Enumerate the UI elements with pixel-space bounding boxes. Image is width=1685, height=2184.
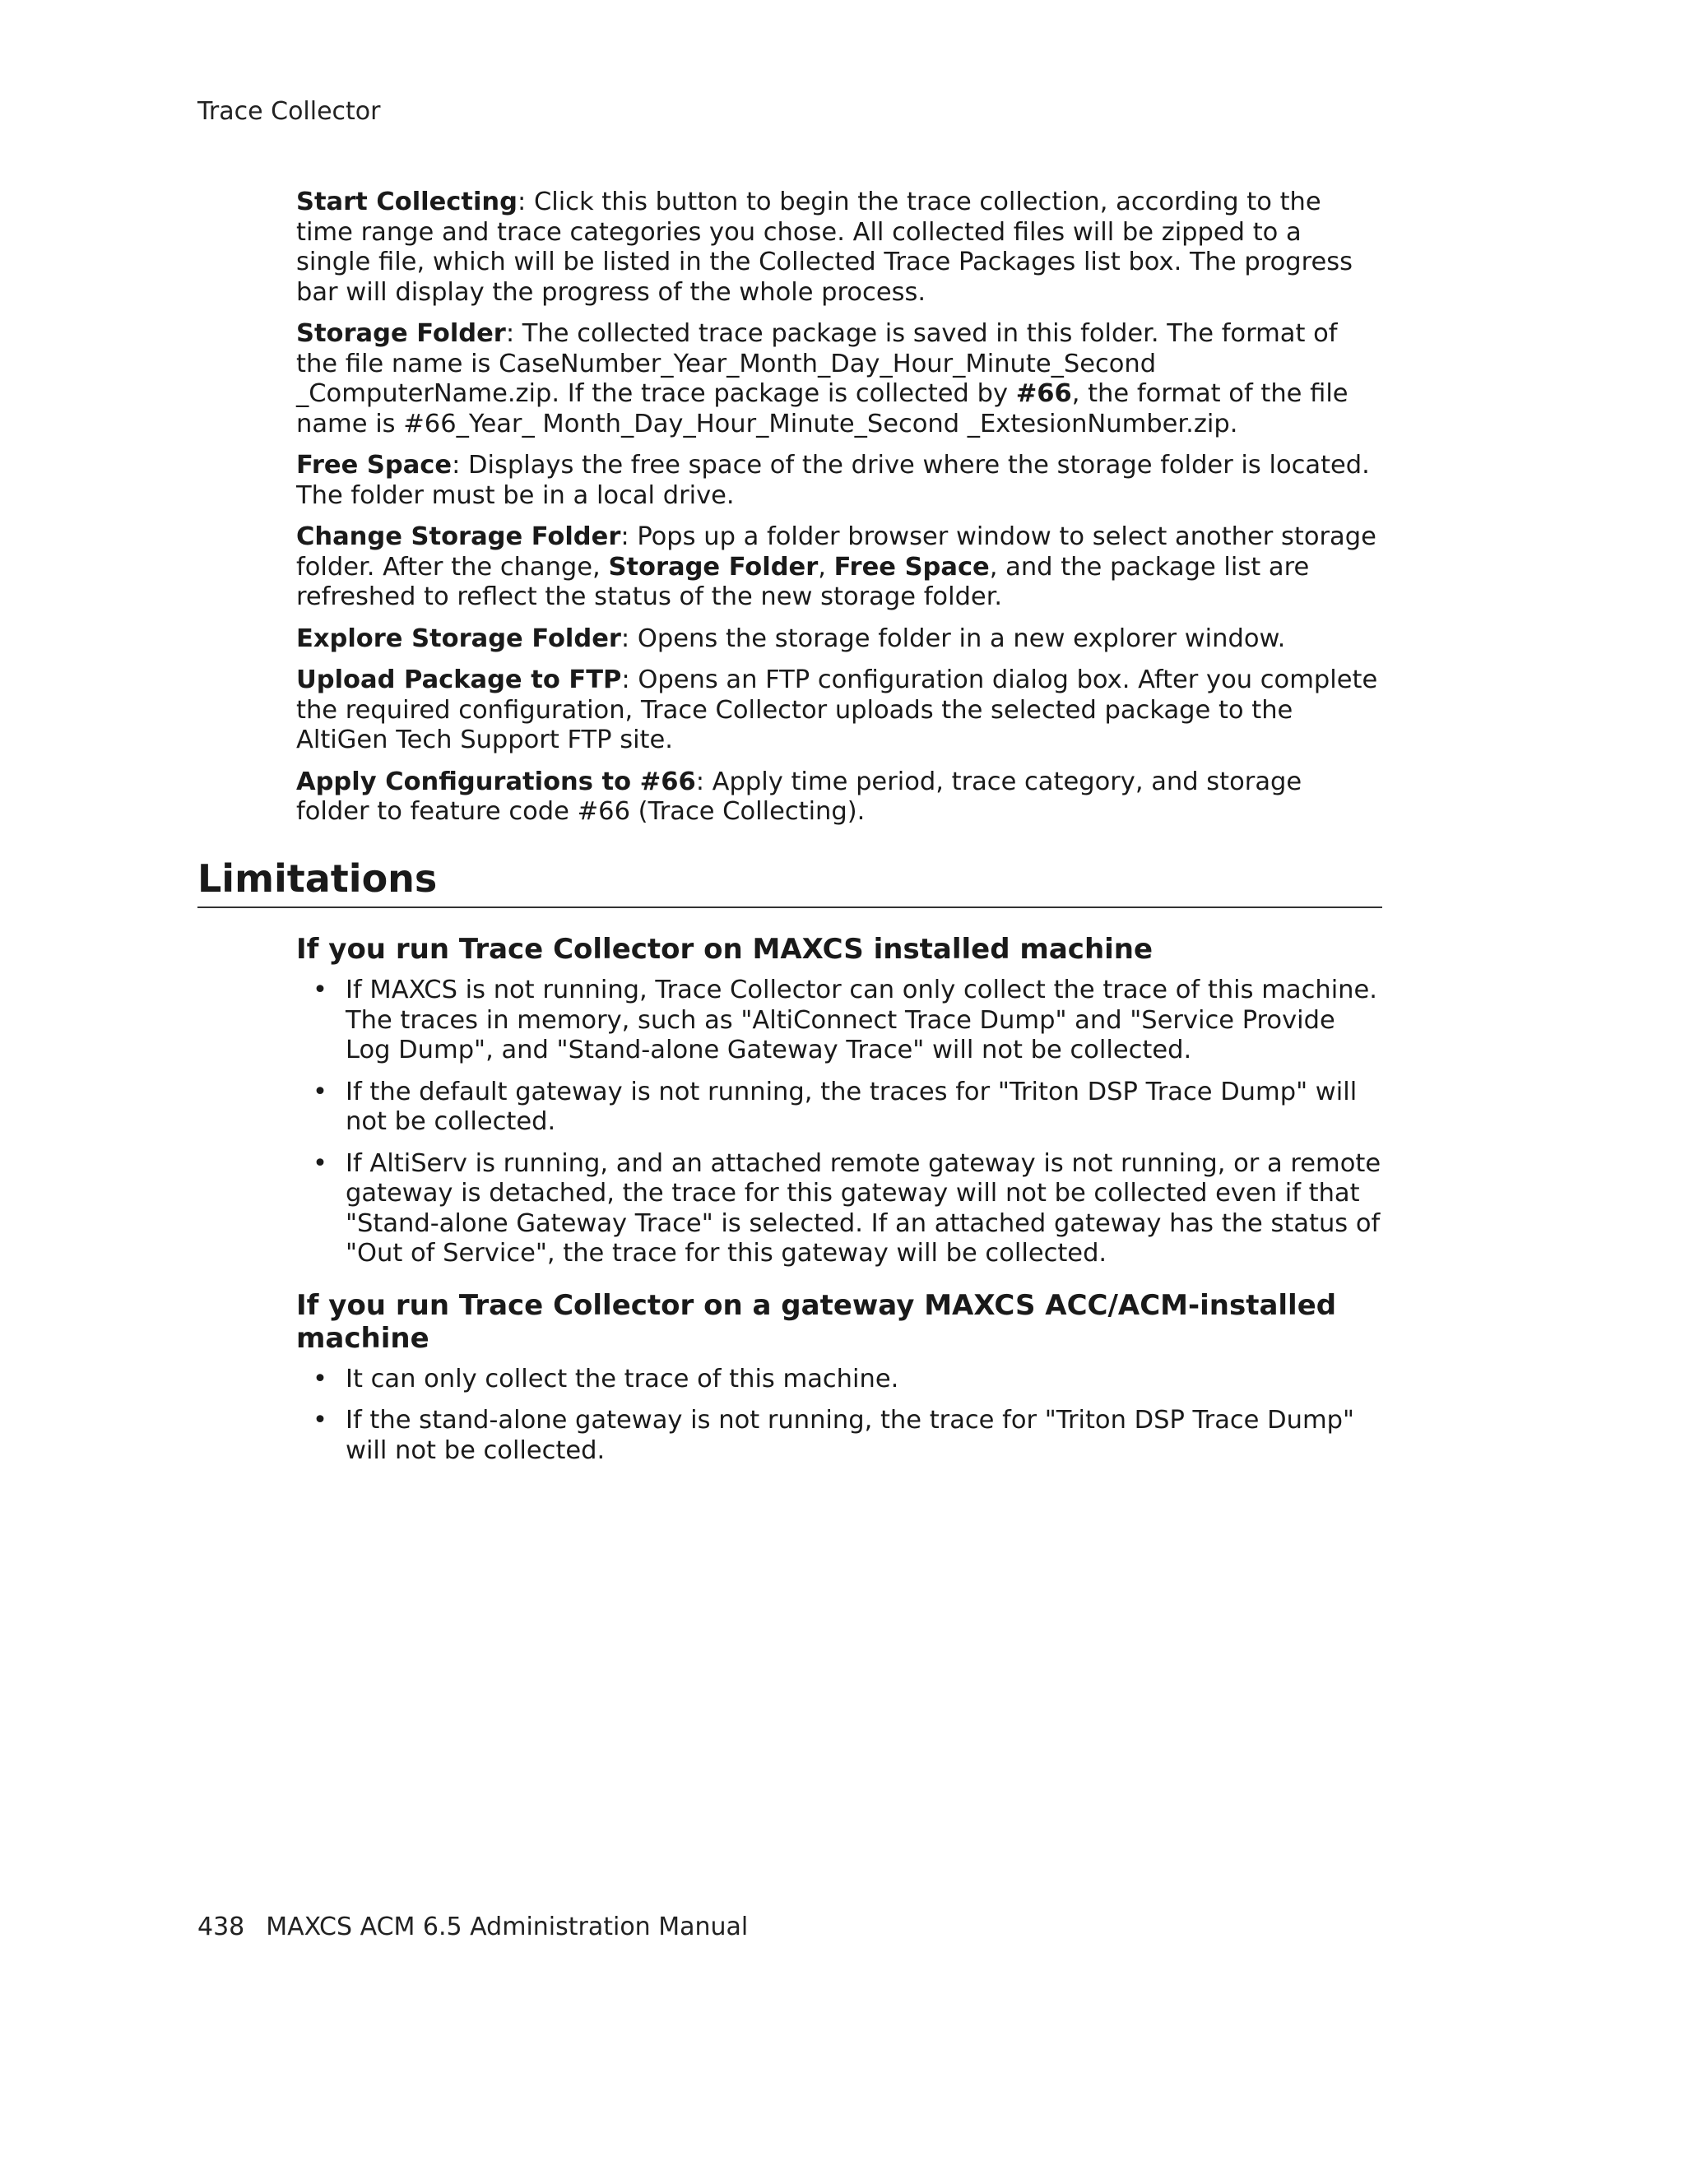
bullet-icon: • [313,1148,327,1178]
limitations-section [197,856,1382,1477]
term: Explore Storage Folder [296,624,621,653]
term: Apply Configurations to #66 [296,767,696,796]
term: Change Storage Folder [296,522,621,551]
inline-bold: Free Space [833,552,990,582]
description: : Apply time period, trace category, and storage folder to feature code #66 (Trace Collecting). [296,767,1302,826]
subsection-maxcs-machine [296,933,1382,1466]
list-item-text: It can only collect the trace of this machine. [346,1364,899,1393]
description: : Displays the free space of the drive where the storage folder is located. The folder must be in a local drive. [296,451,1370,510]
term: Start Collecting [296,188,518,216]
running-header: Trace Collector [197,97,381,126]
description-cont: , the format of the file name is #66_Year_ Month_Day_Hour_Minute_Second _ExtesionNumber.zip. [296,379,1348,438]
list-item-text: If the stand-alone gateway is not running, the trace for "Triton DSP Trace Dump" will not be collected. [346,1406,1355,1465]
description-cont: , and the package list are refreshed to reflect the status of the new storage folder. [296,552,1310,611]
description: : The collected trace package is saved in this folder. The format of the file name is CaseNumber_Year_Month_Day_Hour_Minute_Second _ComputerName.zip. If the trace package is collected by [296,319,1338,408]
inline-bold: #66 [1015,379,1072,408]
bullet-list [296,1365,1382,1467]
bullet-list [296,976,1382,1269]
description: : Opens an FTP configuration dialog box. After you complete the required configuration, Trace Collector uploads the selected package to the AltiGen Tech Support FTP site. [296,665,1378,754]
list-item-text: If AltiServ is running, and an attached remote gateway is not running, or a remote gateway is detached, the trace for this gateway will not be collected even if that "Stand-alone Gateway Trace" is selected. If an attached gateway has the status of "Out of Service", the trace for this gateway will be collected. [346,1148,1381,1268]
list-item-text: If the default gateway is not running, the traces for "Triton DSP Trace Dump" will not be collected. [346,1077,1358,1136]
definition-explore-storage-folder [296,624,1382,655]
list-item [296,976,1382,1066]
bullet-icon: • [313,1077,327,1106]
list-item [296,1406,1382,1466]
definition-apply-configurations [296,767,1382,828]
page-number: 438 [197,1913,245,1941]
term: Upload Package to FTP [296,665,622,694]
definition-storage-folder [296,319,1382,439]
subsection-heading: If you run Trace Collector on a gateway MAXCS ACC/ACM-installed machine [296,1288,1337,1355]
definition-upload-package-ftp [296,665,1382,756]
section-title: Limitations [197,856,1382,908]
manual-title: MAXCS ACM 6.5 Administration Manual [266,1913,749,1941]
list-item [296,1078,1382,1138]
bullet-icon: • [313,1406,327,1435]
bullet-icon: • [313,976,327,1004]
page-footer [197,1913,748,1942]
list-item [296,1365,1382,1395]
definition-change-storage-folder [296,522,1382,613]
definitions-list [296,188,1382,839]
term: Free Space [296,451,453,480]
term: Storage Folder [296,319,506,348]
separator: , [818,552,834,582]
list-item [296,1149,1382,1269]
description: : Opens the storage folder in a new explorer window. [620,624,1286,653]
description: : Pops up a folder browser window to select another storage folder. After the change, [296,522,1376,582]
list-item-text: If MAXCS is not running, Trace Collector can only collect the trace of this machine. The traces in memory, such as "AltiConnect Trace Dump" and "Service Provide Log Dump", and "Stand-alone Gateway Trace" will not be collected. [346,976,1377,1064]
definition-free-space [296,451,1382,511]
subsection-heading: If you run Trace Collector on MAXCS installed machine [296,933,1154,966]
bullet-icon: • [313,1364,327,1393]
inline-bold: Storage Folder [608,552,819,582]
definition-start-collecting [296,188,1382,308]
description: : Click this button to begin the trace collection, according to the time range and trace categories you chose. All collected files will be zipped to a single file, which will be listed in the Collected Trace Packages list box. The progress bar will display the progress of the whole process. [296,188,1353,307]
